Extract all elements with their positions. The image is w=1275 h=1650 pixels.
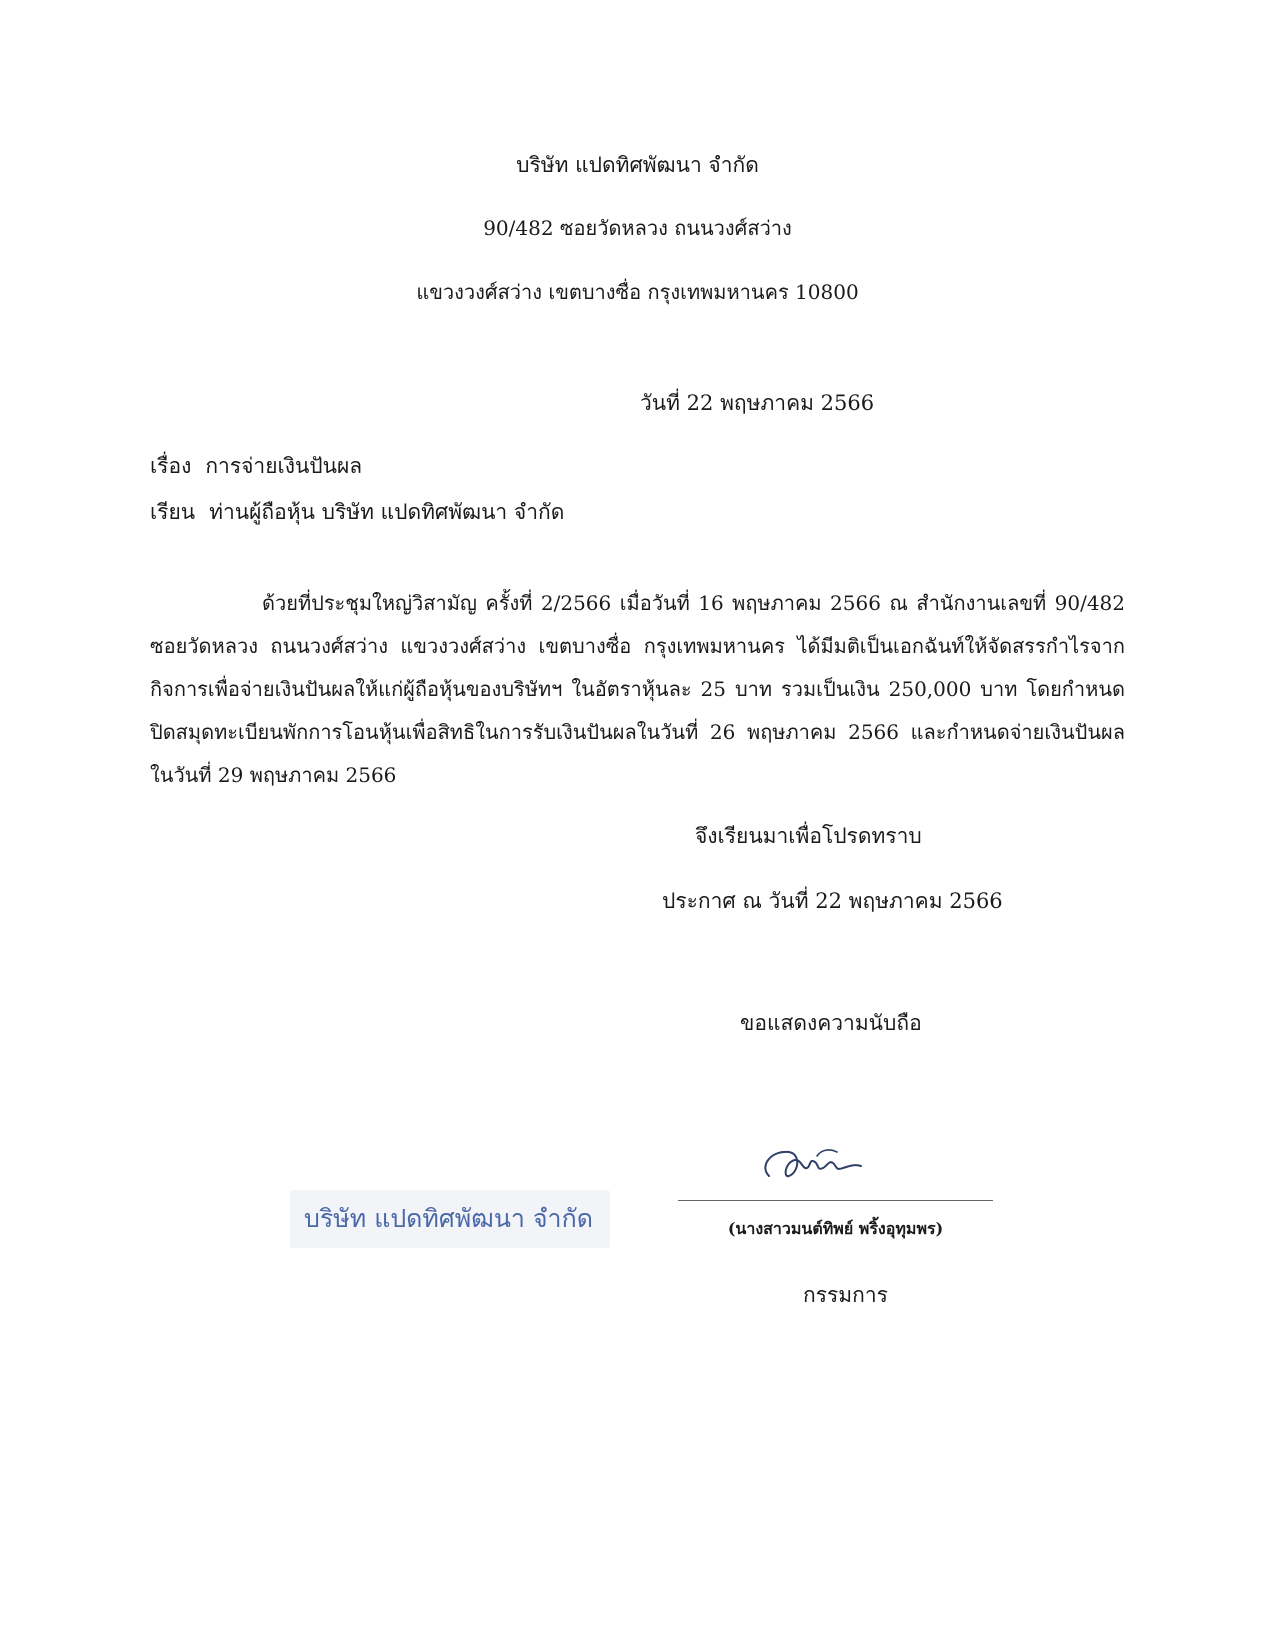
signature-image (755, 1138, 895, 1198)
closing-regards: ขอแสดงความนับถือ (740, 1011, 922, 1035)
subject-text: การจ่ายเงินปันผล (205, 454, 363, 478)
signatory-name: (นางสาวมนต์ทิพย์ พริ้งอุทุมพร) (727, 1219, 944, 1238)
recipient-line (150, 498, 564, 526)
letter-date: วันที่ 22 พฤษภาคม 2566 (640, 391, 875, 415)
announcement-date: ประกาศ ณ วันที่ 22 พฤษภาคม 2566 (662, 889, 1003, 913)
signatory-position: กรรมการ (803, 1283, 888, 1307)
subject-label: เรื่อง (150, 454, 192, 478)
body-paragraph: ด้วยที่ประชุมใหญ่วิสามัญ ครั้งที่ 2/2566 เมื่อวันที่ 16 พฤษภาคม 2566 ณ สำนักงานเลขที่ 90/482 ซอยวัดหลวง ถนนวงศ์สว่าง แขวงวงศ์สว่าง เขตบางซื่อ กรุงเทพมหานคร ได้มีมติเป็นเอกฉันท์ให้จัดสรรกำไรจากกิจการเพื่อจ่ายเงินปันผลให้แก่ผู้ถือหุ้นของบริษัทฯ ในอัตราหุ้นละ 25 บาท รวมเป็นเงิน 250,000 บาท โดยกำหนดปิดสมุดทะเบียนพักการโอนหุ้นเพื่อสิทธิในการรับเงินปันผลในวันที่ 26 พฤษภาคม 2566 และกำหนดจ่ายเงินปันผลในวันที่ 29 พฤษภาคม 2566 (150, 591, 1125, 787)
company-name: บริษัท แปดทิศพัฒนา จำกัด (516, 153, 759, 177)
address-line-2: แขวงวงศ์สว่าง เขตบางซื่อ กรุงเทพมหานคร 10800 (416, 280, 859, 304)
recipient-label: เรียน (150, 500, 196, 524)
subject-line (150, 452, 362, 480)
address-line-1: 90/482 ซอยวัดหลวง ถนนวงศ์สว่าง (483, 216, 792, 240)
closing-inform: จึงเรียนมาเพื่อโปรดทราบ (695, 824, 922, 848)
signature-line (678, 1200, 993, 1201)
company-stamp: บริษัท แปดทิศพัฒนา จำกัด (290, 1190, 610, 1248)
recipient-text: ท่านผู้ถือหุ้น บริษัท แปดทิศพัฒนา จำกัด (209, 500, 565, 524)
